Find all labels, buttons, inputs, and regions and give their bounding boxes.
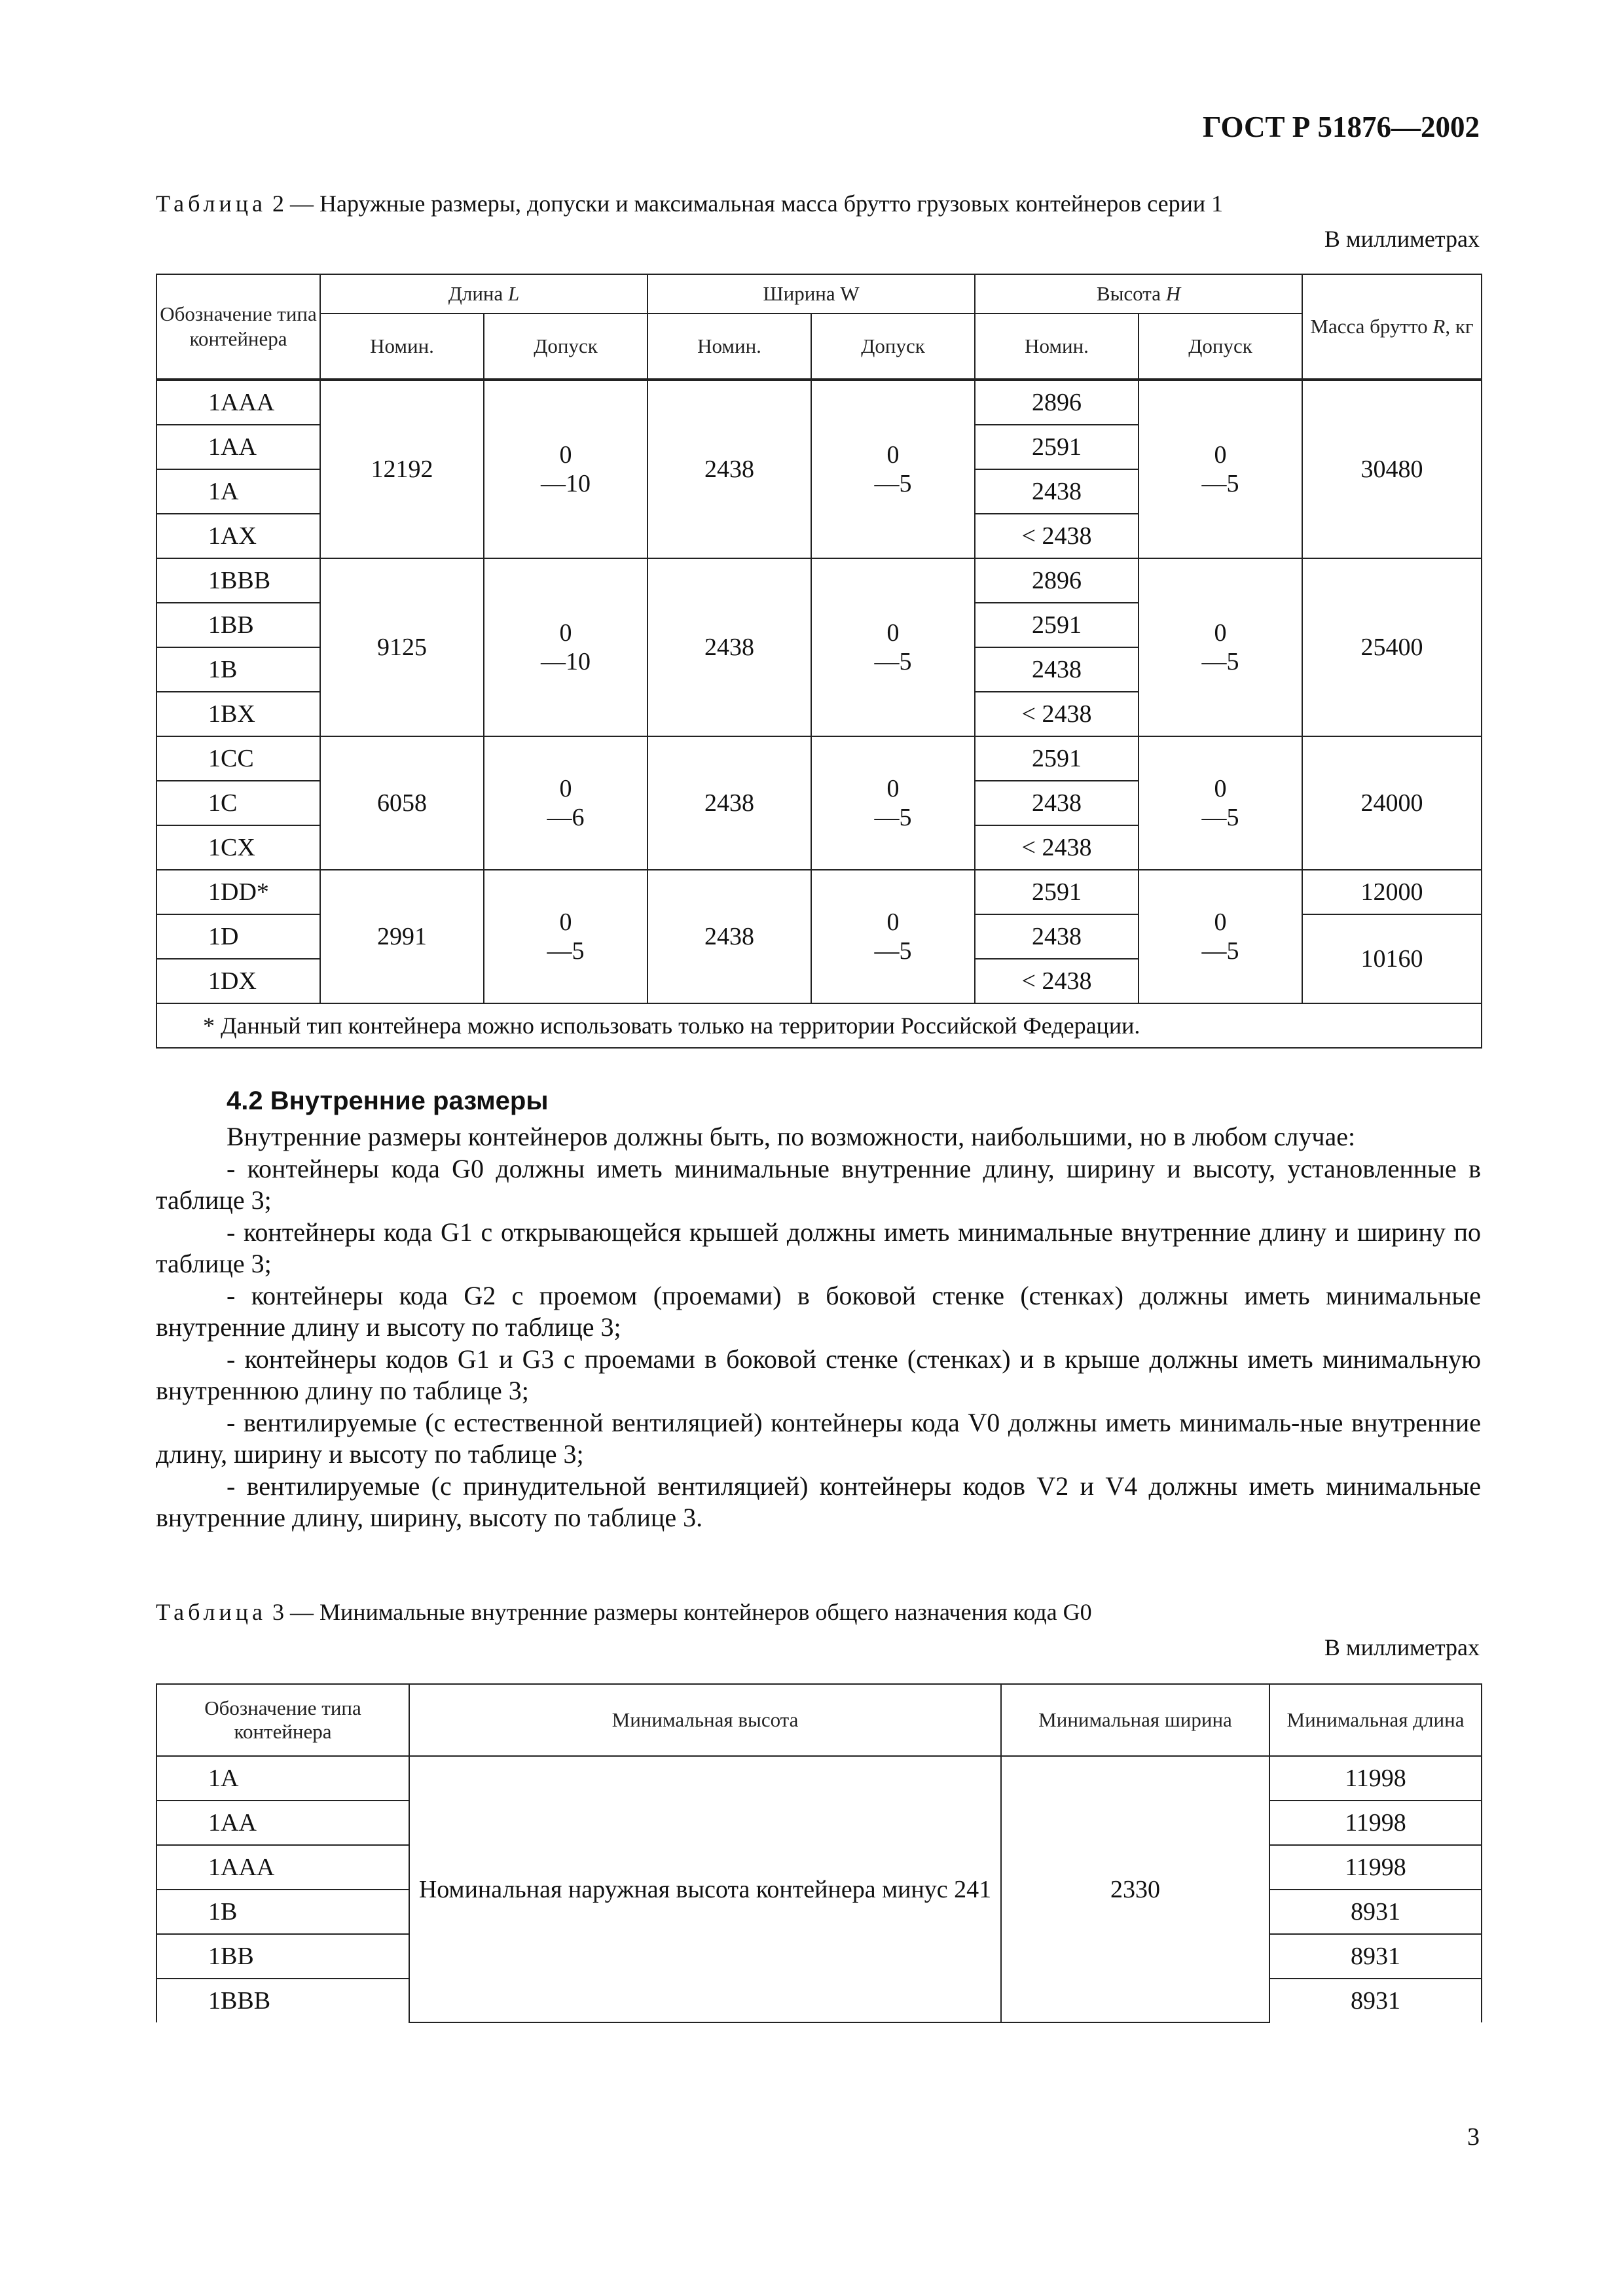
width-tolerance: 0 —5 bbox=[811, 870, 975, 1003]
height-nominal: 2438 bbox=[975, 914, 1139, 959]
list-item: - контейнеры кода G0 должны иметь минимальные внутренние длину, ширину и высоту, установленные в таблице 3; bbox=[156, 1153, 1481, 1215]
document-id: ГОСТ Р 51876—2002 bbox=[1202, 111, 1480, 143]
container-code: 1D bbox=[156, 914, 320, 959]
container-code: 1AA bbox=[156, 425, 320, 469]
height-nominal: < 2438 bbox=[975, 825, 1139, 870]
height-nominal: 2896 bbox=[975, 380, 1139, 425]
container-code: 1AA bbox=[156, 1801, 409, 1845]
container-code: 1BX bbox=[156, 692, 320, 736]
min-length-value: 8931 bbox=[1269, 1934, 1482, 1979]
table3-header-min-width: Минимальная ширина bbox=[1001, 1684, 1269, 1756]
table2 bbox=[156, 274, 1482, 1049]
height-nominal: < 2438 bbox=[975, 514, 1139, 558]
min-length-value: 8931 bbox=[1269, 1979, 1482, 2022]
table2-caption-label: Таблица bbox=[156, 190, 266, 217]
table2-header-height-nominal: Номин. bbox=[975, 314, 1139, 380]
min-length-value: 11998 bbox=[1269, 1756, 1482, 1801]
table2-header-mass bbox=[1302, 274, 1482, 380]
header-mass-word: Масса брутто bbox=[1310, 315, 1433, 338]
table2-header-length-tolerance: Допуск bbox=[484, 314, 647, 380]
table2-caption-text: 2 — Наружные размеры, допуски и максимальная масса брутто грузовых контейнеров серии 1 bbox=[266, 190, 1224, 217]
height-nominal: 2591 bbox=[975, 425, 1139, 469]
list-item: - контейнеры кода G1 с открывающейся крышей должны иметь минимальные внутренние длину и ширину по таблице 3; bbox=[156, 1217, 1481, 1278]
gross-mass: 25400 bbox=[1302, 558, 1482, 736]
gross-mass: 24000 bbox=[1302, 736, 1482, 870]
min-width-value: 2330 bbox=[1001, 1756, 1269, 2022]
list-item: - контейнеры кодов G1 и G3 с проемами в боковой стенке (стенках) и в крыше должны иметь минимальную внутреннюю длину по таблице 3; bbox=[156, 1344, 1481, 1405]
width-tolerance: 0 —5 bbox=[811, 558, 975, 736]
table2-header-width: Ширина W bbox=[647, 274, 975, 314]
table3-header-designation: Обозначение типа контейнера bbox=[156, 1684, 409, 1756]
table3-header-min-length: Минимальная длина bbox=[1269, 1684, 1482, 1756]
header-height-word: Высота bbox=[1096, 282, 1166, 305]
container-code: 1BBB bbox=[156, 558, 320, 603]
table-row bbox=[156, 1756, 1482, 1801]
container-code: 1DX bbox=[156, 959, 320, 1003]
height-tolerance: 0 —5 bbox=[1139, 736, 1302, 870]
container-code: 1BBB bbox=[156, 1979, 409, 2022]
length-nominal: 12192 bbox=[320, 380, 484, 558]
table2-footnote: * Данный тип контейнера можно использовать только на территории Российской Федерации. bbox=[156, 1003, 1482, 1048]
length-nominal: 9125 bbox=[320, 558, 484, 736]
length-nominal: 6058 bbox=[320, 736, 484, 870]
table3 bbox=[156, 1683, 1482, 2023]
length-tolerance: 0 —5 bbox=[484, 870, 647, 1003]
container-code: 1AX bbox=[156, 514, 320, 558]
section-body bbox=[156, 1121, 1481, 1534]
header-height-symbol: H bbox=[1165, 282, 1181, 305]
min-length-value: 11998 bbox=[1269, 1845, 1482, 1890]
gross-mass: 30480 bbox=[1302, 380, 1482, 558]
container-code: 1AAA bbox=[156, 380, 320, 425]
table-row bbox=[156, 380, 1482, 425]
table2-header-designation: Обозначение типа контейнера bbox=[156, 274, 320, 380]
table-row bbox=[156, 736, 1482, 781]
width-tolerance: 0 —5 bbox=[811, 736, 975, 870]
container-code: 1B bbox=[156, 647, 320, 692]
height-nominal: < 2438 bbox=[975, 959, 1139, 1003]
length-tolerance: 0 —10 bbox=[484, 380, 647, 558]
table2-header-width-tolerance: Допуск bbox=[811, 314, 975, 380]
length-tolerance: 0 —6 bbox=[484, 736, 647, 870]
table2-header-width-nominal: Номин. bbox=[647, 314, 811, 380]
paragraph: Внутренние размеры контейнеров должны быть, по возможности, наибольшими, но в любом случае: bbox=[227, 1122, 1356, 1151]
table3-caption bbox=[156, 1598, 1092, 1626]
height-tolerance: 0 —5 bbox=[1139, 380, 1302, 558]
min-height-value: Номинальная наружная высота контейнера минус 241 bbox=[409, 1756, 1001, 2022]
width-nominal: 2438 bbox=[647, 558, 811, 736]
height-nominal: 2591 bbox=[975, 870, 1139, 914]
length-nominal: 2991 bbox=[320, 870, 484, 1003]
table3-header-min-height: Минимальная высота bbox=[409, 1684, 1001, 1756]
container-code: 1CX bbox=[156, 825, 320, 870]
header-length-symbol: L bbox=[508, 282, 520, 305]
height-nominal: 2438 bbox=[975, 647, 1139, 692]
table2-header-length-nominal: Номин. bbox=[320, 314, 484, 380]
header-mass-unit: , кг bbox=[1445, 315, 1474, 338]
table2-header-height bbox=[975, 274, 1302, 314]
height-tolerance: 0 —5 bbox=[1139, 558, 1302, 736]
height-tolerance: 0 —5 bbox=[1139, 870, 1302, 1003]
gross-mass: 10160 bbox=[1302, 914, 1482, 1003]
height-nominal: 2896 bbox=[975, 558, 1139, 603]
header-length-word: Длина bbox=[448, 282, 509, 305]
list-item: - контейнеры кода G2 с проемом (проемами) в боковой стенке (стенках) должны иметь минимальные внутренние длину и высоту по таблице 3; bbox=[156, 1280, 1481, 1342]
table2-header-length bbox=[320, 274, 647, 314]
width-nominal: 2438 bbox=[647, 870, 811, 1003]
container-code: 1DD* bbox=[156, 870, 320, 914]
height-nominal: 2591 bbox=[975, 603, 1139, 647]
container-code: 1A bbox=[156, 469, 320, 514]
container-code: 1CC bbox=[156, 736, 320, 781]
list-item: - вентилируемые (с принудительной вентиляцией) контейнеры кодов V2 и V4 должны иметь минимальные внутренние длину, ширину, высоту по таблице 3. bbox=[156, 1471, 1481, 1532]
length-tolerance: 0 —10 bbox=[484, 558, 647, 736]
height-nominal: 2438 bbox=[975, 469, 1139, 514]
container-code: 1BB bbox=[156, 603, 320, 647]
table-row bbox=[156, 870, 1482, 914]
min-length-value: 11998 bbox=[1269, 1801, 1482, 1845]
height-nominal: < 2438 bbox=[975, 692, 1139, 736]
height-nominal: 2591 bbox=[975, 736, 1139, 781]
container-code: 1BB bbox=[156, 1934, 409, 1979]
width-tolerance: 0 —5 bbox=[811, 380, 975, 558]
container-code: 1A bbox=[156, 1756, 409, 1801]
section-title: 4.2 Внутренние размеры bbox=[227, 1086, 549, 1115]
list-item: - вентилируемые (с естественной вентиляцией) контейнеры кода V0 должны иметь минималь-ные внутренние длину, ширину и высоту по таблице 3; bbox=[156, 1407, 1481, 1469]
table-row bbox=[156, 558, 1482, 603]
table3-caption-label: Таблица bbox=[156, 1599, 266, 1625]
height-nominal: 2438 bbox=[975, 781, 1139, 825]
table3-unit: В миллиметрах bbox=[1324, 1634, 1480, 1660]
container-code: 1C bbox=[156, 781, 320, 825]
container-code: 1AAA bbox=[156, 1845, 409, 1890]
container-code: 1B bbox=[156, 1890, 409, 1934]
width-nominal: 2438 bbox=[647, 380, 811, 558]
table3-caption-text: 3 — Минимальные внутренние размеры контейнеров общего назначения кода G0 bbox=[266, 1599, 1092, 1625]
gross-mass: 12000 bbox=[1302, 870, 1482, 914]
table2-header-height-tolerance: Допуск bbox=[1139, 314, 1302, 380]
page-number: 3 bbox=[1467, 2123, 1480, 2151]
min-length-value: 8931 bbox=[1269, 1890, 1482, 1934]
header-mass-symbol: R bbox=[1432, 315, 1446, 338]
table2-unit: В миллиметрах bbox=[1324, 226, 1480, 252]
table2-caption bbox=[156, 190, 1223, 217]
width-nominal: 2438 bbox=[647, 736, 811, 870]
